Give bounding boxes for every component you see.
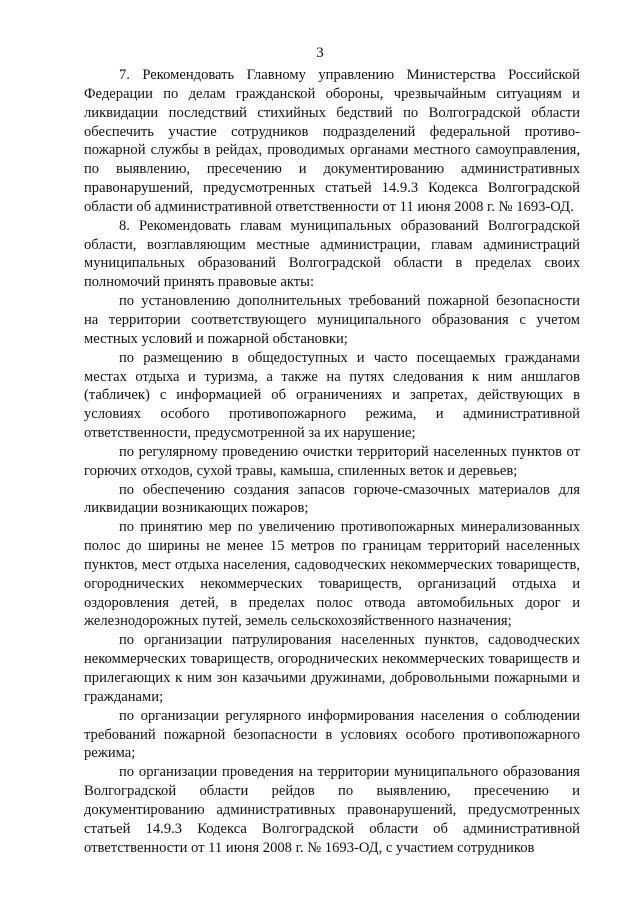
paragraph-item-7: 7. Рекомендовать Главному управлению Министерства Российской Федерации по делам гражданской обороны, чрезвычайным ситуациям и ликвидации последствий стихийных бедствий по Волгоградской области обеспечить участие сотрудников подразделений федеральной противо-пожарной службы в рейдах, проводимых органами местного самоуправления, по выявлению, пресечению и документированию административных правонарушений, предусмотренных статьей 14.9.3 Кодекса Волгоградской области об административной ответственности от 11 июня 2008 г. № 1693-ОД.: [84, 67, 580, 215]
subitem-territory-cleaning: по регулярному проведению очистки территорий населенных пунктов от горючих отходов, сухой травы, камыша, спиленных веток и деревьев;: [84, 443, 580, 479]
subitem-patrolling: по организации патрулирования населенных пунктов, садоводческих некоммерческих товариществ, огороднических некоммерческих товариществ и прилегающих к ним зон казачьими дружинами, добровольными пожарными и гражданами;: [84, 632, 580, 705]
subitem-fuel-reserves: по обеспечению создания запасов горюче-смазочных материалов для ликвидации возникающих пожаров;: [84, 481, 580, 517]
subitem-raids: по организации проведения на территории муниципального образования Волгоградской области рейдов по выявлению, пресечению и документированию административных правонарушений, предусмотренных статьей 14.9.3 Кодекса Волгоградской области об административной ответственности от 11 июня 2008 г. № 1693-ОД, с участием сотрудников: [84, 764, 580, 856]
subitem-public-informing: по организации регулярного информирования населения о соблюдении требований пожарной безопасности в условиях особого противопожарного режима;: [84, 707, 580, 762]
subitem-fire-safety-requirements: по установлению дополнительных требований пожарной безопасности на территории соответствующего муниципального образования с учетом местных условий и пожарной обстановки;: [84, 293, 580, 347]
page-number: 3: [316, 45, 324, 61]
paragraph-item-8: 8. Рекомендовать главам муниципальных образований Волгоградской области, возглавляющим местные администрации, главам администраций муниципальных образований Волгоградской области в пределах своих полномочий принять правовые акты:: [84, 217, 580, 291]
subitem-firebreak-strips: по принятию мер по увеличению противопожарных минерализованных полос до ширины не менее 15 метров по границам территорий населенных пунктов, мест отдыха населения, садоводческих некоммерческих товариществ, огороднических некоммерческих товариществ, организаций отдыха и оздоровления детей, в пределах полос отвода автомобильных дорог и железнодорожных путей, земель сельскохозяйственного назначения;: [84, 519, 580, 630]
subitem-signage-placement: по размещению в общедоступных и часто посещаемых гражданами местах отдыха и туризма, а также на путях следования к ним аншлагов (табличек) с информацией об ограничениях и запретах, действующих в условиях особого противопожарного режима, и административной ответственности, предусмотренной за их нарушение;: [84, 349, 580, 442]
document-body: [84, 66, 580, 857]
